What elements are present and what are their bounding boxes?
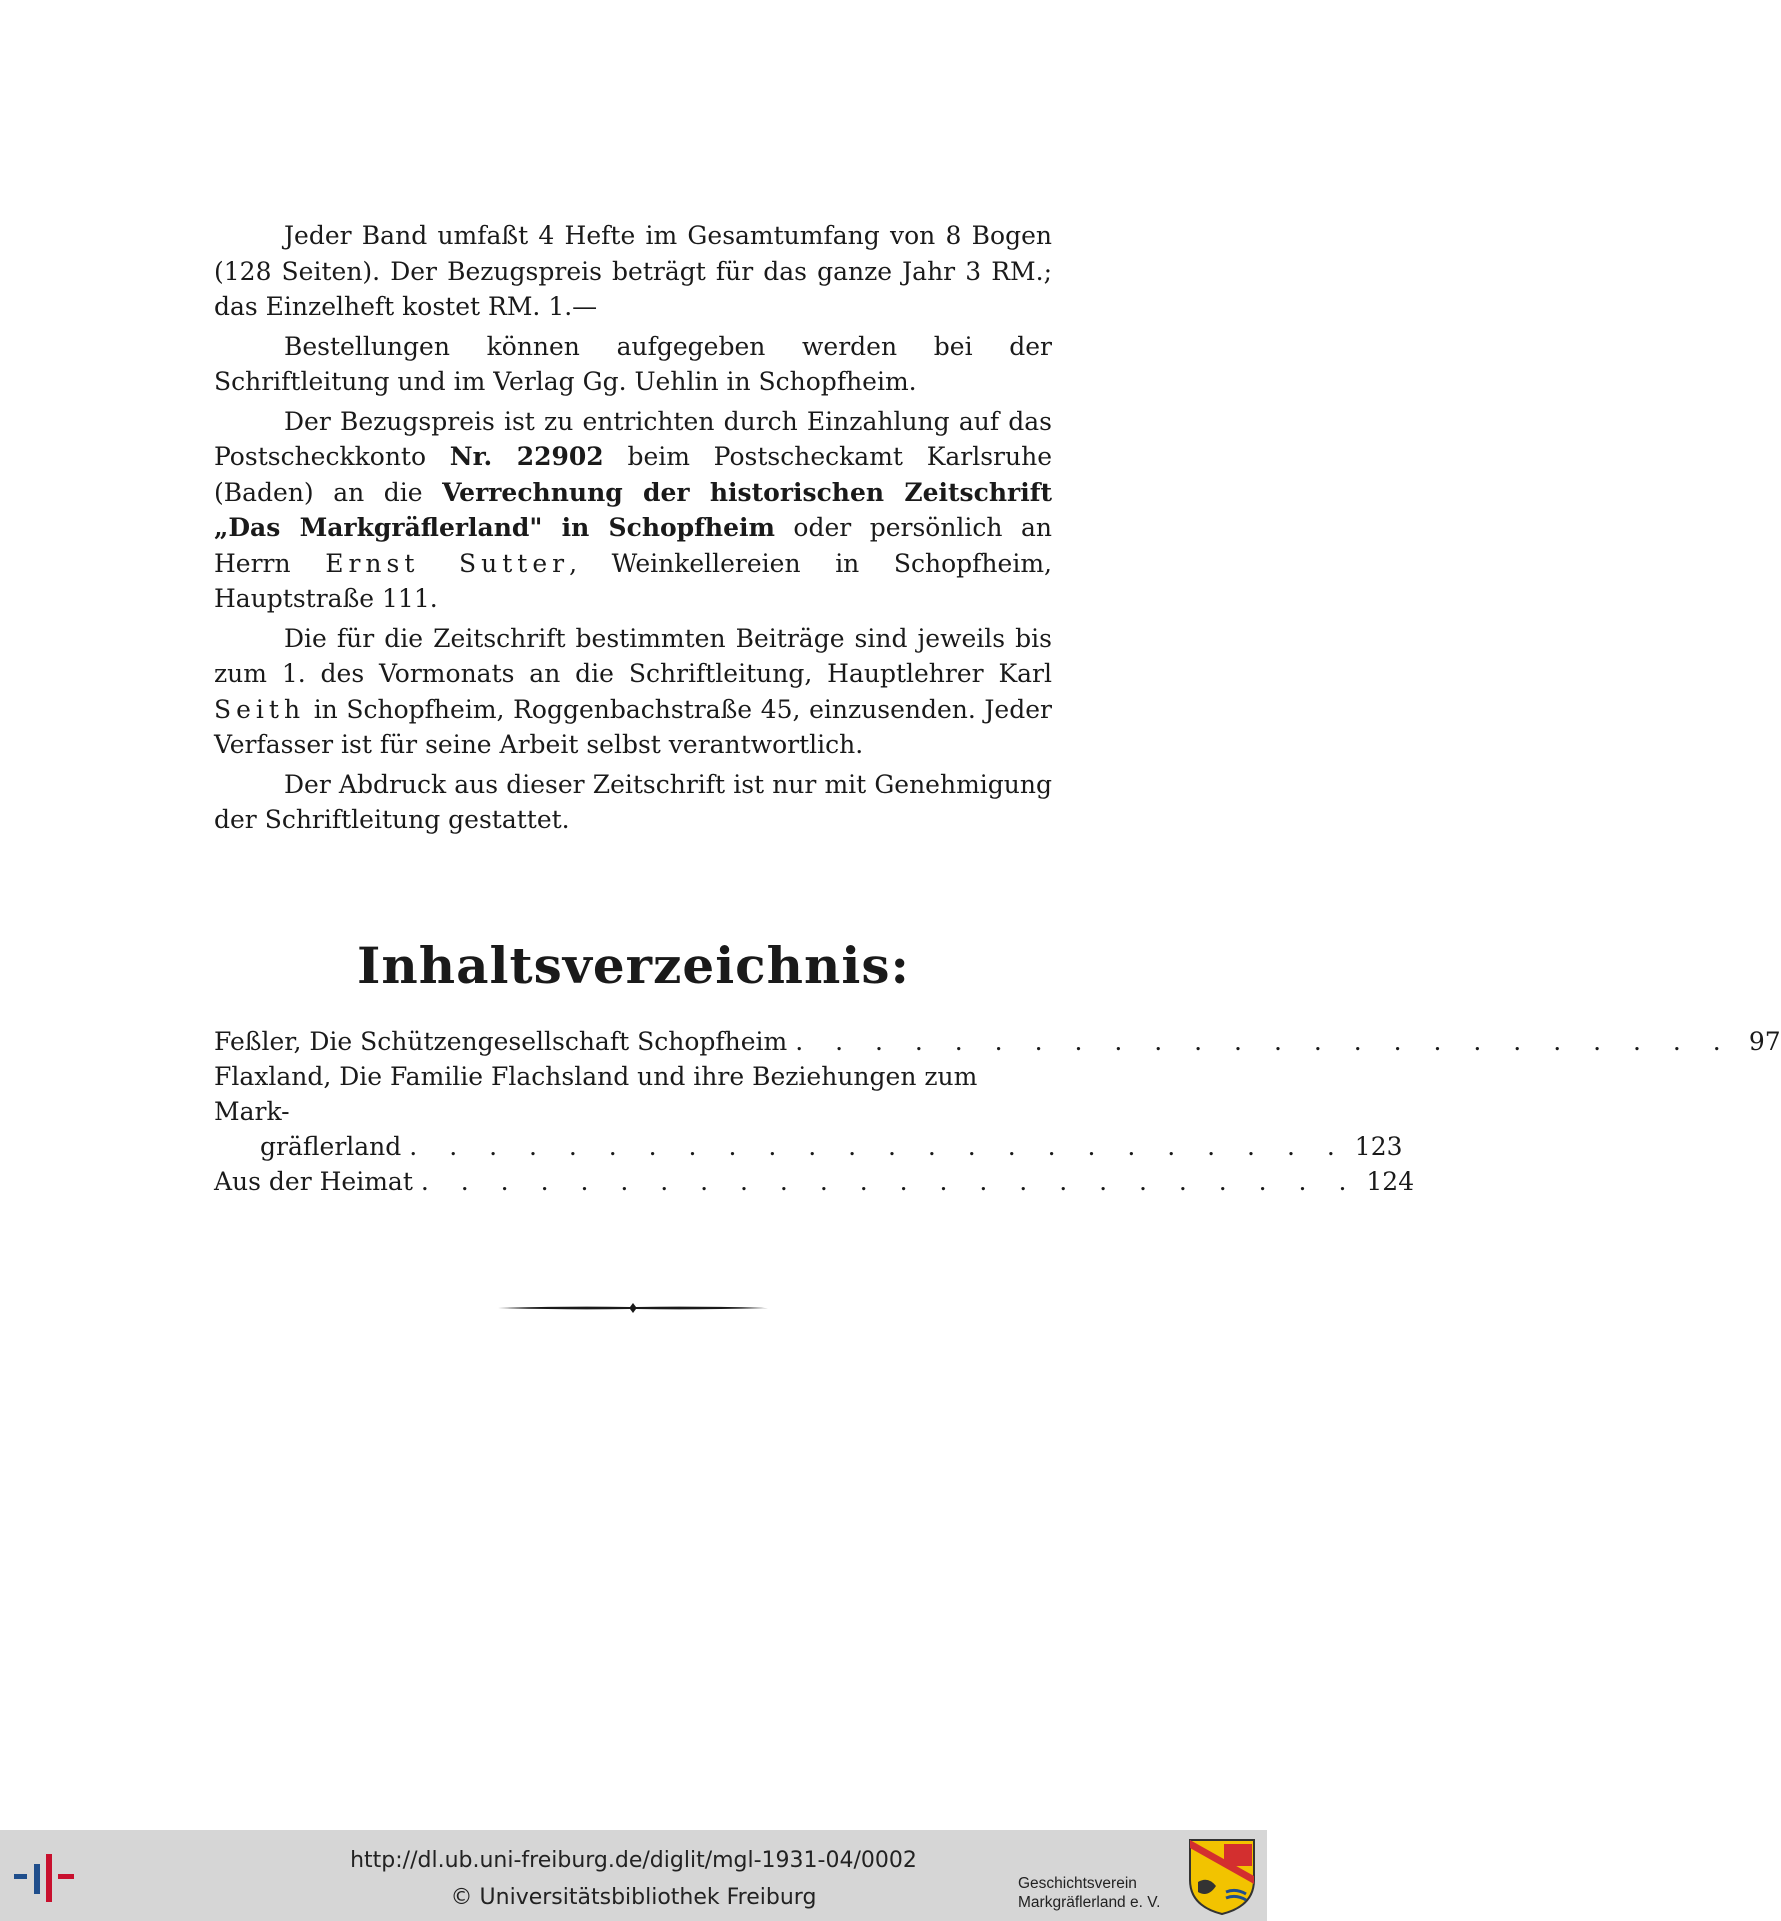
account-number: Nr. 22902 <box>449 442 604 471</box>
paragraph-payment <box>214 404 1052 617</box>
body-text <box>214 218 1052 842</box>
toc-leader-dots: . . . . . . . . . . . . . . . . . . . . . . . . <box>409 1132 1347 1161</box>
toc-entry-page: 123 <box>1354 1132 1403 1161</box>
society-name-line1: Geschichtsverein <box>1018 1875 1137 1892</box>
paragraph-contributions <box>214 621 1052 763</box>
coat-of-arms-icon[interactable] <box>1186 1836 1258 1916</box>
paragraph-subscription-text: Jeder Band umfaßt 4 Hefte im Gesamtumfang von 8 Bogen (128 Seiten). Der Bezugspreis beträgt für das ganze Jahr 3 RM.; das Einzelheft kostet RM. 1.— <box>214 221 1052 321</box>
copyright-text: © Universitätsbibliothek Freiburg <box>450 1885 817 1910</box>
person-name-sutter: Ernst Sutter <box>325 548 570 578</box>
toc-entry[interactable] <box>214 1164 1415 1199</box>
payment-text-1: Der Bezugspreis ist zu entrichten durch Einzahlung auf das Postscheckkonto <box>214 406 1052 471</box>
toc-entry[interactable] <box>214 1059 1403 1164</box>
payee-name: Verrechnung der historischen Zeitschrift „Das Markgräflerland" in Schopfheim <box>214 477 1052 542</box>
toc-entry-page: 124 <box>1366 1167 1415 1196</box>
society-name-line2: Markgräflerland e. V. <box>1018 1894 1161 1911</box>
paragraph-reprint <box>214 767 1052 838</box>
contributions-text-2: in Schopfheim, Roggenbachstraße 45, einzusenden. Jeder Verfasser ist für seine Arbeit selbst verantwortlich. <box>214 694 1052 759</box>
toc-entry-title: Flaxland, Die Familie Flachsland und ihre Beziehungen zum Mark- <box>214 1062 978 1126</box>
ornament-divider <box>496 1302 770 1314</box>
table-of-contents <box>214 1024 1781 1199</box>
footer-bar <box>0 1830 1267 1921</box>
person-name-seith: Seith <box>214 694 306 724</box>
society-name <box>1018 1874 1188 1912</box>
payment-text-2: beim Postscheckamt Karlsruhe (Baden) an die <box>214 442 1052 507</box>
toc-heading: Inhaltsverzeichnis: <box>357 936 910 995</box>
toc-entry-title: Feßler, Die Schützengesellschaft Schopfheim <box>214 1027 788 1056</box>
toc-entry-title: Aus der Heimat <box>214 1167 413 1196</box>
toc-leader-dots: . . . . . . . . . . . . . . . . . . . . . . . . <box>420 1167 1359 1196</box>
paragraph-reprint-text: Der Abdruck aus dieser Zeitschrift ist nur mit Genehmigung der Schriftleitung gestattet. <box>214 769 1052 834</box>
toc-entry-page: 97 <box>1748 1027 1781 1056</box>
paragraph-subscription <box>214 218 1052 325</box>
permalink-url[interactable]: http://dl.ub.uni-freiburg.de/diglit/mgl-1931-04/0002 <box>350 1848 917 1873</box>
payment-text-3: oder persönlich an Herrn <box>214 513 1052 578</box>
toc-entry[interactable] <box>214 1024 1781 1059</box>
toc-entry-title-cont: gräflerland <box>260 1132 402 1161</box>
contributions-text-1: Die für die Zeitschrift bestimmten Beiträge sind jeweils bis zum 1. des Vormonats an die Schriftleitung, Hauptlehrer Karl <box>214 623 1052 688</box>
toc-leader-dots: . . . . . . . . . . . . . . . . . . . . . . . . <box>795 1027 1733 1056</box>
paragraph-orders-text: Bestellungen können aufgegeben werden bei der Schriftleitung und im Verlag Gg. Uehlin in Schopfheim. <box>214 331 1052 396</box>
paragraph-orders <box>214 329 1052 400</box>
payment-text-4: , Weinkellereien in Schopfheim, Hauptstraße 111. <box>214 548 1052 613</box>
